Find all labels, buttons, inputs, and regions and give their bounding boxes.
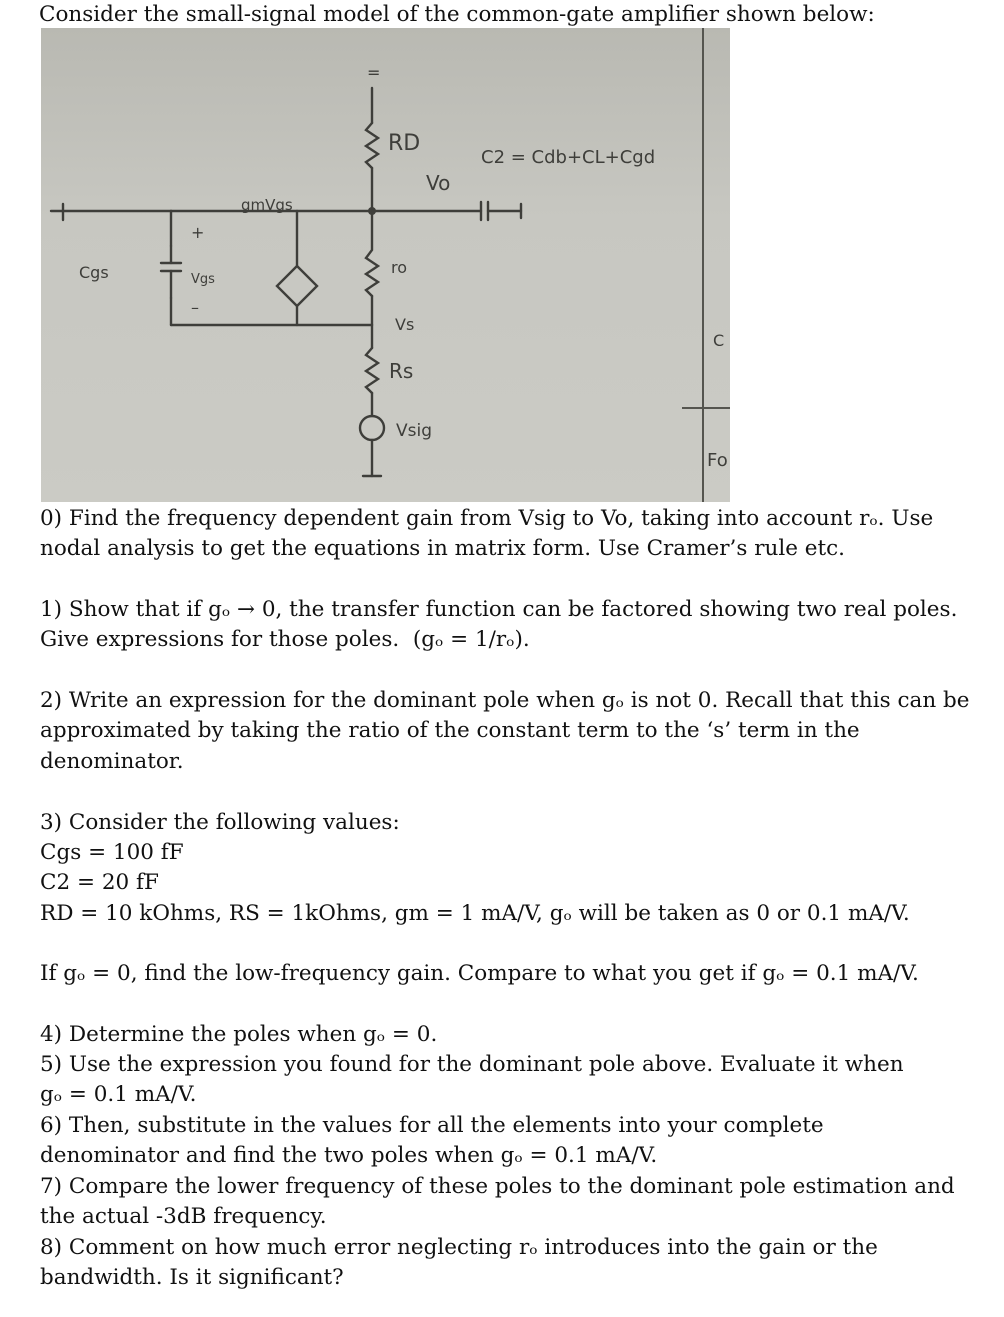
q6-line-2: denominator and find the two poles when gₒ = 0.1 mA/V. bbox=[40, 1143, 658, 1168]
vgs-label: Vgs bbox=[191, 272, 215, 287]
vdd-label: = bbox=[367, 63, 381, 82]
circuit-wires bbox=[51, 88, 521, 476]
q3-c2: C2 = 20 fF bbox=[40, 870, 159, 895]
minus-label: – bbox=[191, 298, 199, 317]
q3-line-1: 3) Consider the following values: bbox=[40, 810, 400, 835]
circuit-diagram bbox=[41, 28, 730, 502]
c2-equation: C2 = Cdb+CL+Cgd bbox=[481, 147, 656, 168]
gm-vgs-label: gmVgs bbox=[241, 196, 293, 214]
vsig-label: Vsig bbox=[396, 421, 433, 441]
vo-label: Vo bbox=[426, 171, 451, 195]
q0-line-2: nodal analysis to get the equations in matrix form. Use Cramer’s rule etc. bbox=[40, 536, 846, 561]
q1-line-2: Give expressions for those poles. (gₒ = 1/rₒ). bbox=[40, 627, 530, 652]
q8-line-2: bandwidth. Is it significant? bbox=[40, 1265, 344, 1290]
edge-f-label: Fo bbox=[707, 450, 728, 471]
q3-if: If gₒ = 0, find the low-frequency gain. Compare to what you get if gₒ = 0.1 mA/V. bbox=[40, 961, 919, 986]
q8-line-1: 8) Comment on how much error neglecting rₒ introduces into the gain or the bbox=[40, 1235, 878, 1260]
ro-label: ro bbox=[391, 258, 408, 277]
problem-intro: Consider the small-signal model of the common-gate amplifier shown below: bbox=[39, 2, 875, 27]
vs-label: Vs bbox=[395, 315, 415, 334]
q2-line-3: denominator. bbox=[40, 749, 184, 774]
q5-line-2: gₒ = 0.1 mA/V. bbox=[40, 1082, 197, 1107]
q1-line-1: 1) Show that if gₒ → 0, the transfer function can be factored showing two real poles. bbox=[40, 597, 958, 622]
q7-line-1: 7) Compare the lower frequency of these poles to the dominant pole estimation and bbox=[40, 1174, 955, 1199]
edge-c-label: C bbox=[713, 331, 725, 350]
rs-label: Rs bbox=[389, 359, 414, 383]
q4: 4) Determine the poles when gₒ = 0. bbox=[40, 1022, 438, 1047]
q6-line-1: 6) Then, substitute in the values for all the elements into your complete bbox=[40, 1113, 824, 1138]
rd-label: RD bbox=[388, 131, 421, 156]
circuit-photo bbox=[41, 28, 730, 502]
q3-values: RD = 10 kOhms, RS = 1kOhms, gm = 1 mA/V, gₒ will be taken as 0 or 0.1 mA/V. bbox=[40, 901, 910, 926]
plus-label: + bbox=[191, 223, 205, 242]
q2-line-1: 2) Write an expression for the dominant pole when gₒ is not 0. Recall that this can be bbox=[40, 688, 970, 713]
q7-line-2: the actual -3dB frequency. bbox=[40, 1204, 327, 1229]
output-node bbox=[368, 207, 376, 215]
q0-line-1: 0) Find the frequency dependent gain from Vsig to Vo, taking into account rₒ. Use bbox=[40, 506, 934, 531]
cgs-label: Cgs bbox=[79, 263, 109, 282]
q2-line-2: approximated by taking the ratio of the constant term to the ‘s’ term in the bbox=[40, 718, 860, 743]
q3-cgs: Cgs = 100 fF bbox=[40, 840, 184, 865]
q5-line-1: 5) Use the expression you found for the dominant pole above. Evaluate it when bbox=[40, 1052, 904, 1077]
